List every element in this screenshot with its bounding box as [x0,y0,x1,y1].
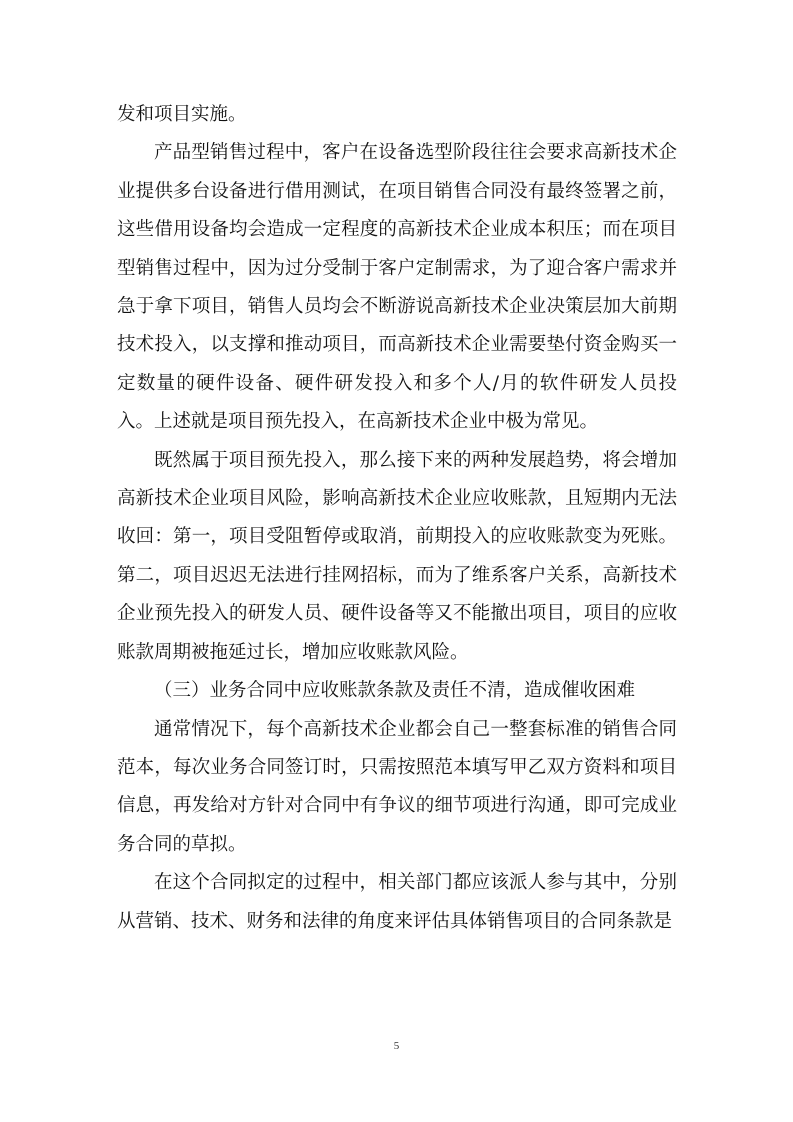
paragraph-contract-template: 通常情况下，每个高新技术企业都会自己一整套标准的销售合同范本，每次业务合同签订时，只需按照范本填写甲乙双方资料和项目信息，再发给对方针对合同中有争议的细节项进行沟通，即可完成业务合同的草拟。 [117,718,677,855]
paragraph-prior-investment-trends: 既然属于项目预先投入，那么接下来的两种发展趋势，将会增加高新技术企业项目风险，影响高新技术企业应收账款，且短期内无法收回：第一，项目受阻暂停或取消，前期投入的应收账款变为死账。第二，项目迟迟无法进行挂网招标，而为了维系客户关系，高新技术企业预先投入的研发人员、硬件设备等又不能撤出项目，项目的应收账款周期被拖延过长，增加应收账款风险。 [117,449,677,663]
body-text [117,96,677,941]
page-number: 5 [393,1040,400,1052]
paragraph-continuation: 发和项目实施。 [117,104,247,125]
section-heading: （三）业务合同中应收账款条款及责任不清，造成催收困难 [154,680,636,702]
paragraph-product-sales: 产品型销售过程中，客户在设备选型阶段往往会要求高新技术企业提供多台设备进行借用测试，在项目销售合同没有最终签署之前，这些借用设备均会造成一定程度的高新技术企业成本积压；而在项目型销售过程中，因为过分受制于客户定制需求，为了迎合客户需求并急于拿下项目，销售人员均会不断游说高新技术企业决策层加大前期技术投入，以支撑和推动项目，而高新技术企业需要垫付资金购买一定数量的硬件设备、硬件研发投入和多个人/月的软件研发人员投入。上述就是项目预先投入，在高新技术企业中极为常见。 [117,142,677,433]
paragraph-contract-drafting: 在这个合同拟定的过程中，相关部门都应该派人参与其中，分别从营销、技术、财务和法律的角度来评估具体销售项目的合同条款是 [117,872,677,932]
